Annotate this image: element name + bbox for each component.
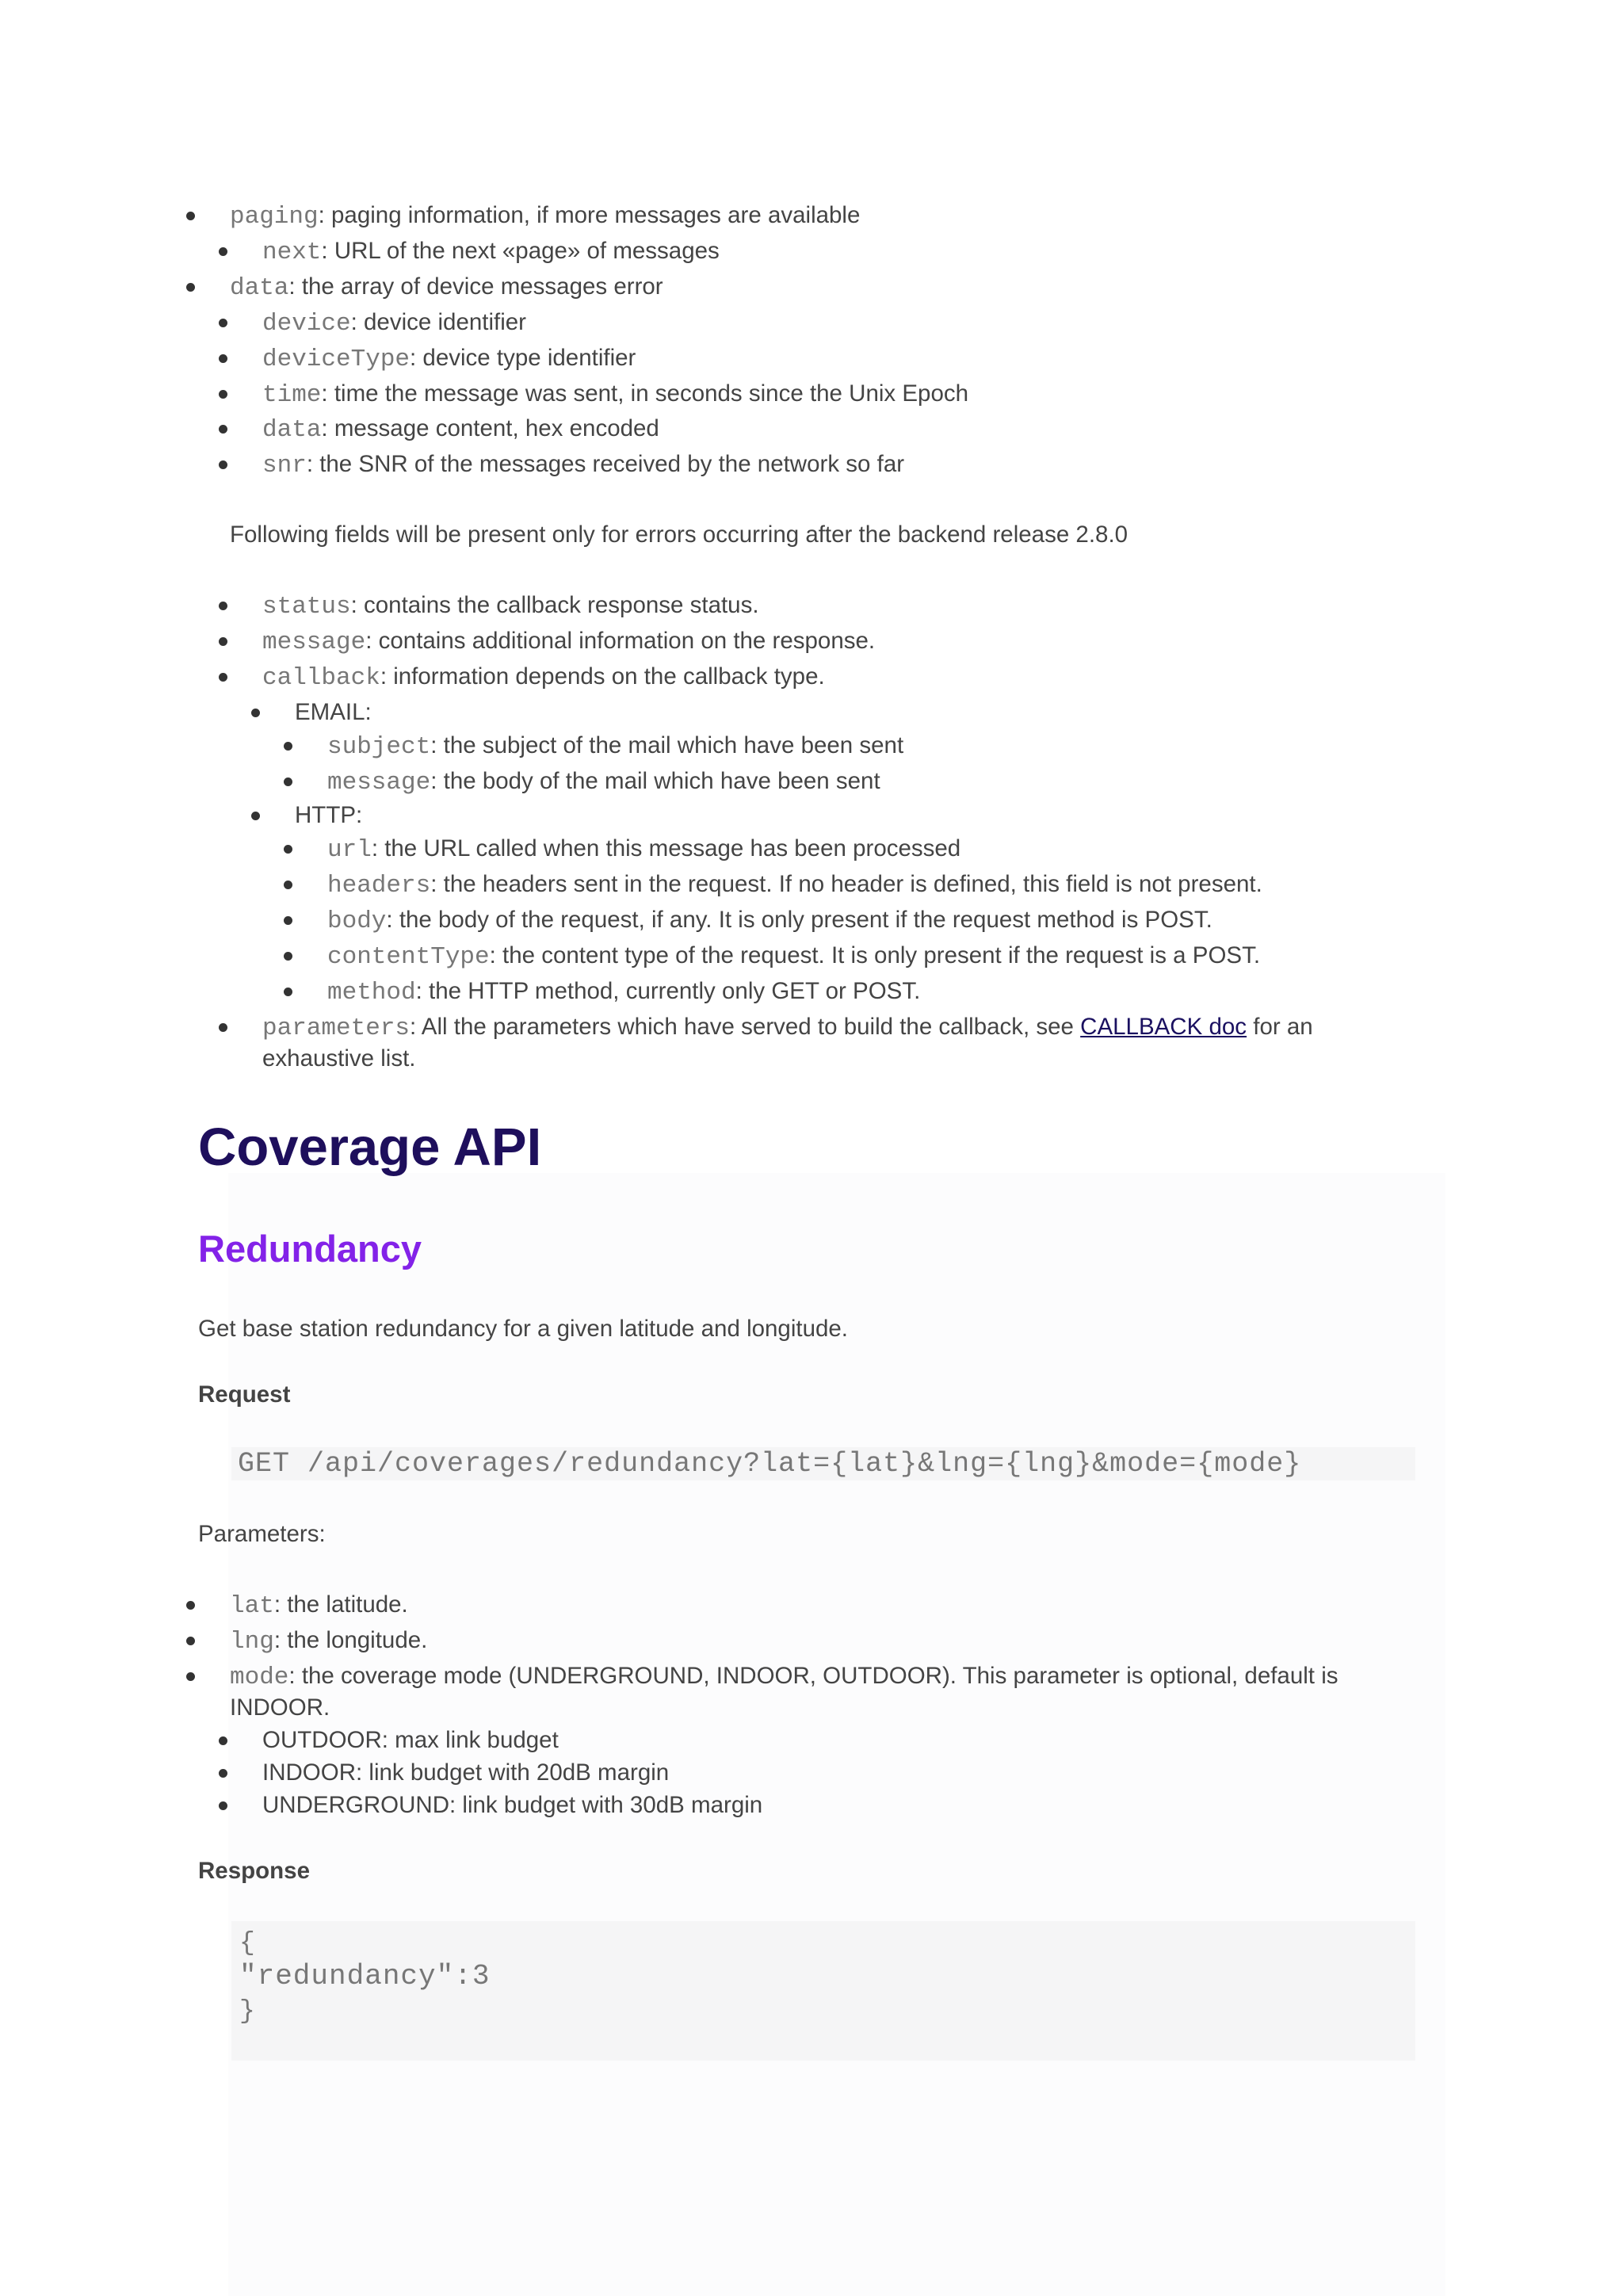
param-mode-cont: INDOOR.	[230, 1694, 330, 1721]
field-desc: : the SNR of the messages received by the network so far	[306, 451, 905, 477]
list-item-email: EMAIL:	[295, 697, 372, 728]
field-name: device	[262, 310, 351, 338]
list-item-data-content	[262, 413, 659, 446]
field-name: next	[262, 239, 322, 266]
field-name: data	[262, 416, 322, 444]
field-name: message	[327, 769, 431, 797]
mode-underground: UNDERGROUND: link budget with 30dB margin	[262, 1790, 762, 1821]
field-desc: : contains additional information on the response.	[365, 628, 876, 654]
field-name: lat	[230, 1592, 274, 1620]
field-desc: : message content, hex encoded	[321, 415, 659, 441]
field-name: paging	[230, 203, 319, 231]
field-name: lng	[230, 1628, 274, 1656]
field-name: message	[262, 628, 366, 656]
list-item-method	[327, 976, 920, 1009]
param-lat	[230, 1589, 408, 1622]
field-name: body	[327, 907, 387, 935]
field-desc: : information depends on the callback type.	[380, 663, 825, 690]
request-code: GET /api/coverages/redundancy?lat={lat}&lng={lng}&mode={mode}	[238, 1448, 1302, 1480]
field-name: method	[327, 979, 416, 1007]
callback-doc-link[interactable]: CALLBACK doc	[1080, 1014, 1247, 1040]
field-name: url	[327, 836, 372, 864]
response-code-block	[231, 1921, 1415, 2061]
field-name: parameters	[262, 1014, 411, 1042]
field-desc: : device type identifier	[410, 345, 636, 371]
field-desc: : contains the callback response status.	[350, 592, 759, 618]
field-name: status	[262, 593, 351, 621]
list-item-snr	[262, 449, 904, 482]
field-desc: : the HTTP method, currently only GET or POST.	[415, 978, 921, 1004]
list-item-next	[262, 235, 720, 269]
response-line: {	[239, 1928, 255, 1958]
field-desc: : paging information, if more messages are available	[318, 202, 861, 228]
list-item-message	[262, 625, 875, 659]
field-name: subject	[327, 733, 431, 761]
field-desc: : time the message was sent, in seconds since the Unix Epoch	[321, 380, 969, 407]
field-desc: : the subject of the mail which have been sent	[430, 732, 904, 758]
field-name: mode	[230, 1664, 289, 1691]
field-name: callback	[262, 664, 380, 692]
list-item-contenttype	[327, 940, 1260, 973]
list-item-time	[262, 378, 968, 411]
field-desc-tail: for an	[1247, 1014, 1313, 1040]
response-line: "redundancy":3	[239, 1960, 491, 1992]
field-desc: : the content type of the request. It is only present if the request is a POST.	[489, 942, 1261, 968]
param-lng	[230, 1625, 427, 1658]
field-desc: : device identifier	[350, 309, 526, 335]
list-item-paging	[230, 200, 860, 233]
list-item-parameters	[262, 1011, 1313, 1045]
list-item-data	[230, 271, 663, 304]
response-label: Response	[198, 1858, 310, 1884]
field-desc: : URL of the next «page» of messages	[321, 238, 720, 264]
field-desc: : the URL called when this message has been processed	[371, 835, 961, 861]
field-name: contentType	[327, 943, 490, 971]
field-desc: : the longitude.	[273, 1627, 428, 1653]
field-name: deviceType	[262, 346, 411, 373]
field-desc: : the body of the request, if any. It is only present if the request method is POST.	[386, 907, 1212, 933]
field-name: headers	[327, 872, 431, 900]
list-item-parameters-cont: exhaustive list.	[262, 1045, 416, 1072]
mode-indoor: INDOOR: link budget with 20dB margin	[262, 1757, 669, 1789]
page-title: Coverage API	[198, 1117, 542, 1177]
request-label: Request	[198, 1381, 291, 1408]
response-line: }	[239, 1996, 255, 2026]
field-desc: : the latitude.	[273, 1591, 408, 1618]
field-name: data	[230, 274, 289, 302]
field-desc: : the body of the mail which have been sent	[430, 768, 880, 794]
list-item-email-message	[327, 766, 880, 799]
field-desc: : the headers sent in the request. If no header is defined, this field is not present.	[430, 871, 1262, 897]
section-intro: Get base station redundancy for a given latitude and longitude.	[198, 1316, 849, 1342]
release-note: Following fields will be present only for errors occurring after the backend release 2.8.0	[230, 521, 1128, 548]
list-item-body	[327, 904, 1212, 938]
list-item-devicetype	[262, 342, 636, 376]
request-code-block	[231, 1447, 1415, 1480]
field-desc: : All the parameters which have served to build the callback, see	[410, 1014, 1081, 1040]
field-name: time	[262, 381, 322, 409]
parameters-label: Parameters:	[198, 1521, 326, 1547]
list-item-subject	[327, 730, 903, 763]
mode-outdoor: OUTDOOR: max link budget	[262, 1725, 559, 1756]
list-item-callback	[262, 661, 825, 694]
section-title: Redundancy	[198, 1228, 422, 1270]
list-item-http: HTTP:	[295, 800, 362, 831]
list-item-url	[327, 833, 960, 866]
param-mode	[230, 1660, 1338, 1694]
list-item-device	[262, 307, 526, 340]
field-desc: : the coverage mode (UNDERGROUND, INDOOR, OUTDOOR). This parameter is optional, default is	[288, 1663, 1338, 1689]
field-desc: : the array of device messages error	[288, 273, 663, 300]
list-item-status	[262, 590, 759, 623]
list-item-headers	[327, 869, 1262, 902]
field-name: snr	[262, 452, 307, 479]
